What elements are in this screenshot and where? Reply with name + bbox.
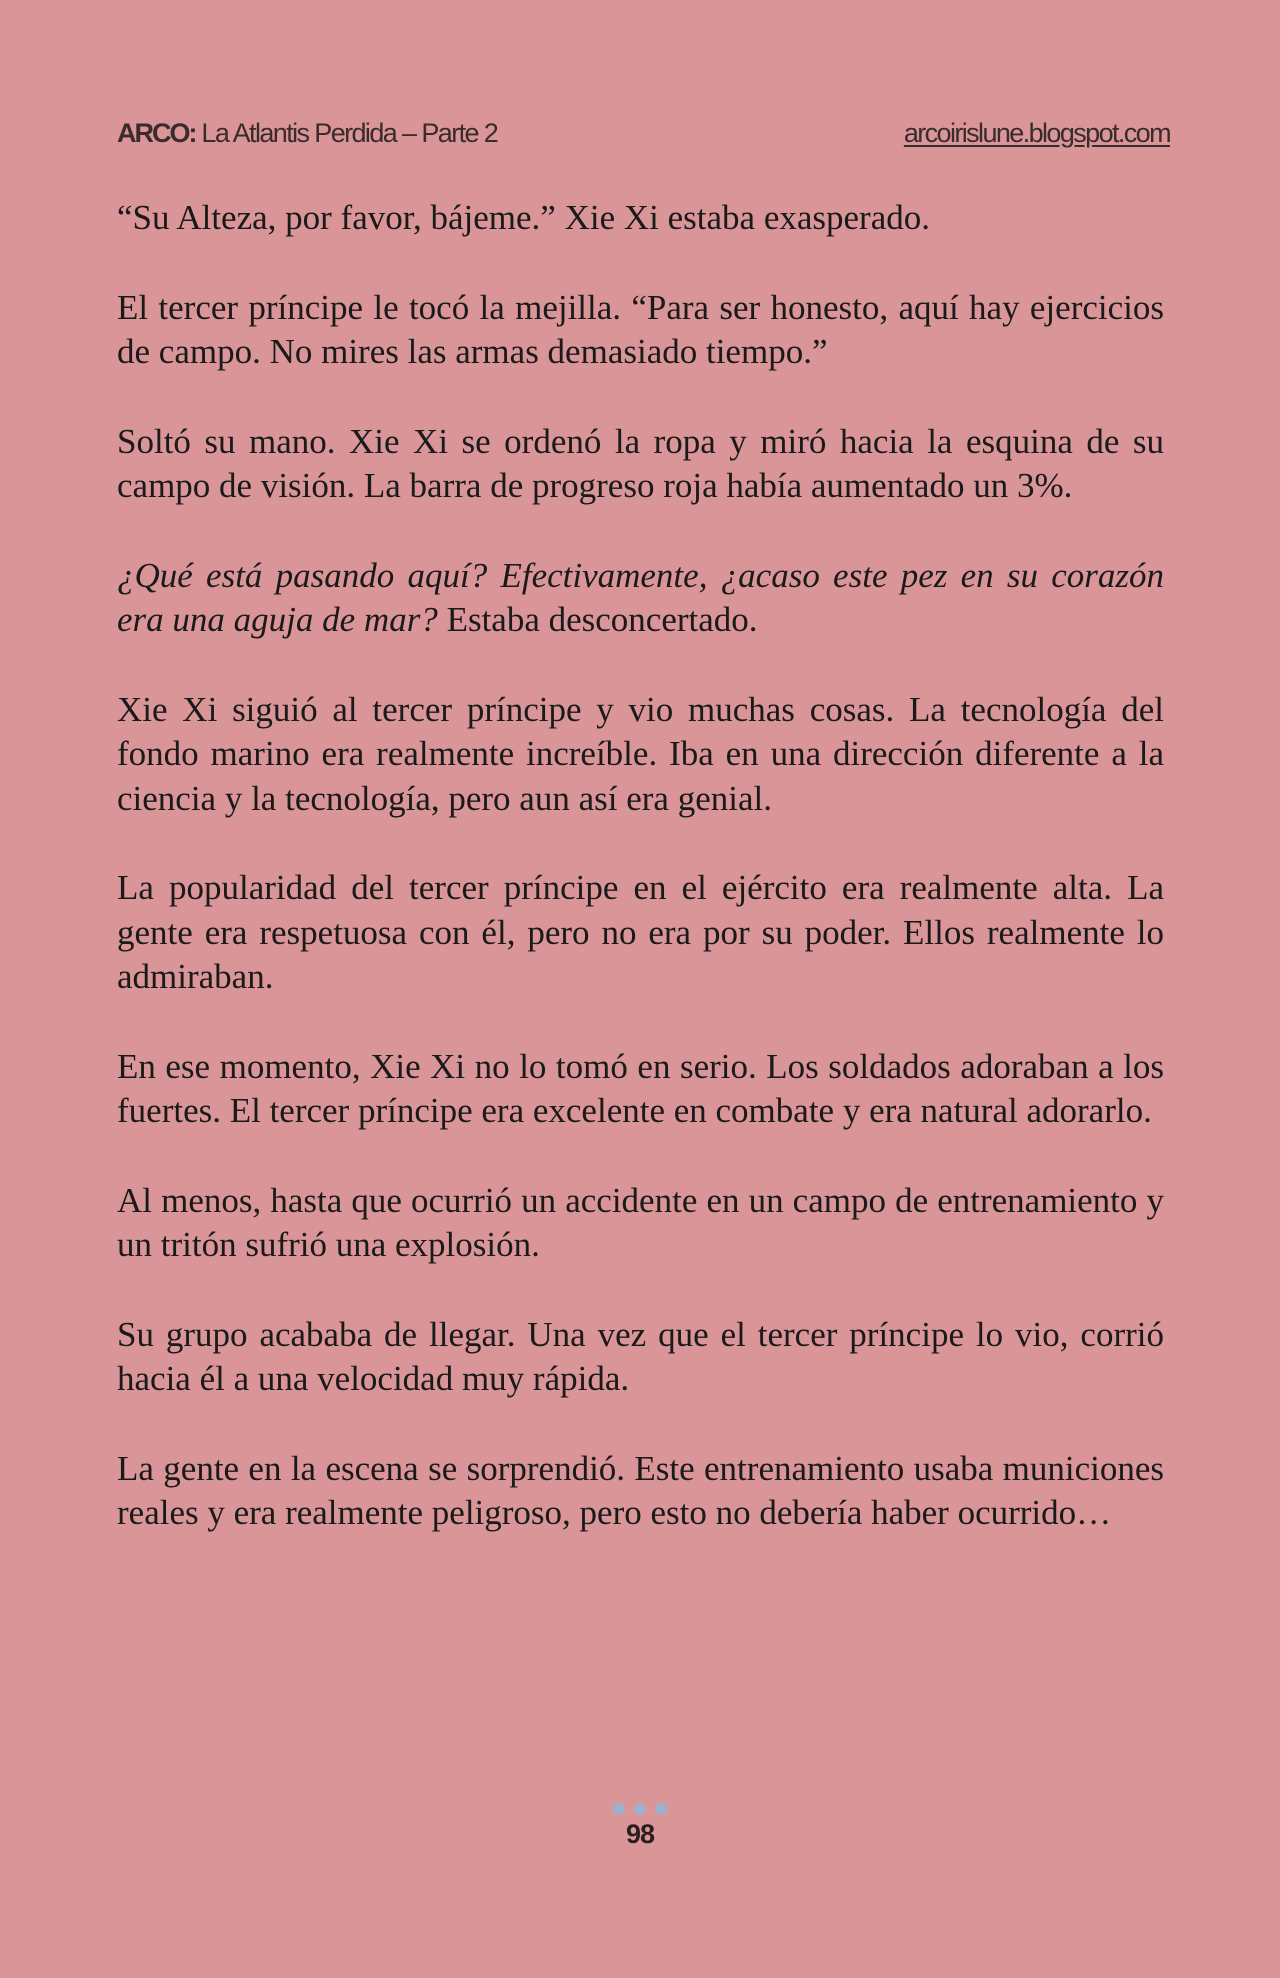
paragraph-8: Al menos, hasta que ocurrió un accidente en un campo de entrenamiento y un tritón sufrió una explosión. <box>117 1180 1164 1264</box>
paragraph-5: Xie Xi siguió al tercer príncipe y vio muchas cosas. La tecnología del fondo marino era realmente increíble. Iba en una dirección diferente a la ciencia y la tecnología, pero aun así era genial. <box>117 689 1164 818</box>
inner-thought: ¿Qué está pasando aquí? Efectivamente, ¿acaso este pez en su corazón era una aguja de mar? <box>117 555 1164 639</box>
paragraph-10: La gente en la escena se sorprendió. Este entrenamiento usaba municiones reales y era realmente peligroso, pero esto no debería haber ocurrido… <box>117 1448 1164 1532</box>
blog-link[interactable]: arcoirislune.blogspot.com <box>903 118 1170 148</box>
running-header <box>117 118 1170 158</box>
header-title <box>117 118 497 149</box>
series-code: ARCO: <box>117 118 196 148</box>
dot-icon <box>655 1803 667 1815</box>
page-footer <box>0 1803 1280 1850</box>
book-title: La Atlantis Perdida – Parte 2 <box>201 118 498 148</box>
paragraph-4: ¿Qué está pasando aquí? Efectivamente, ¿acaso este pez en su corazón era una aguja de mar? Estaba desconcertado. <box>117 555 1164 639</box>
dot-icon <box>634 1803 646 1815</box>
page-number: 98 <box>625 1819 655 1849</box>
paragraph-7: En ese momento, Xie Xi no lo tomó en serio. Los soldados adoraban a los fuertes. El tercer príncipe era excelente en combate y era natural adorarlo. <box>117 1046 1164 1130</box>
paragraph-6: La popularidad del tercer príncipe en el ejército era realmente alta. La gente era respetuosa con él, pero no era por su poder. Ellos realmente lo admiraban. <box>117 868 1164 996</box>
paragraph-9: Su grupo acababa de llegar. Una vez que el tercer príncipe lo vio, corrió hacia él a una velocidad muy rápida. <box>117 1314 1164 1398</box>
paragraph-3: Soltó su mano. Xie Xi se ordenó la ropa y miró hacia la esquina de su campo de visión. La barra de progreso roja había aumentado un 3%. <box>117 421 1164 505</box>
chapter-body <box>117 196 1164 1581</box>
dot-icon <box>613 1803 625 1815</box>
ornament-dots-icon <box>0 1803 1280 1817</box>
paragraph-1: “Su Alteza, por favor, bájeme.” Xie Xi estaba exasperado. <box>117 198 930 237</box>
paragraph-2: El tercer príncipe le tocó la mejilla. “Para ser honesto, aquí hay ejercicios de campo. No mires las armas demasiado tiempo.” <box>117 287 1164 371</box>
